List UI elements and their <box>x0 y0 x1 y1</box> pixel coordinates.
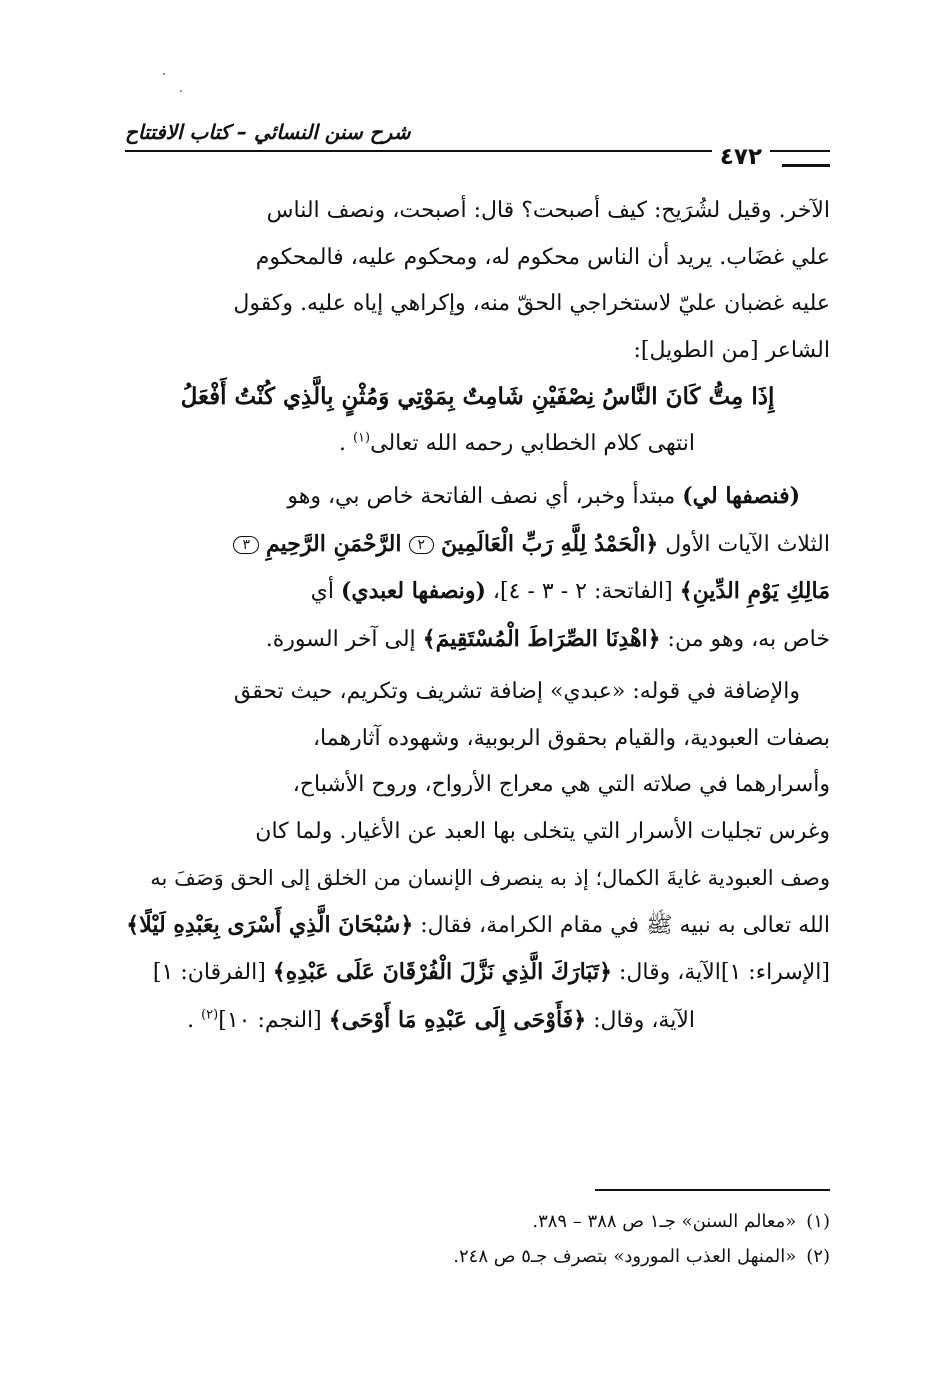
poem-verse: إِذَا مِتُّ كَانَ النَّاسُ نِصْفَيْنِ شَامِتٌ بِمَوْتِي وَمُثْنٍ بِالَّذِي كُنْتُ أَفْعَلُ <box>180 383 775 410</box>
main-text <box>125 188 830 1044</box>
text-line: والإضافة في قوله: «عبدي» إضافة تشريف وتكريم، حيث تحقق <box>233 679 800 704</box>
text-line <box>125 902 830 950</box>
text-line: الآخر. وقيل لشُرَيح: كيف أصبحت؟ قال: أصبحت، ونصف الناس <box>266 198 830 223</box>
footnote-item <box>125 1204 830 1239</box>
footnote-ref: (١) <box>352 430 371 446</box>
footnote-ref: (٢) <box>201 1007 219 1023</box>
text-line <box>125 949 830 997</box>
quran-quote: ﴿الْحَمْدُ لِلَّهِ رَبِّ الْعَالَمِينَ <box>441 530 659 557</box>
running-header <box>125 120 830 170</box>
footnote-text: «المنهل العذب المورود» بتصرف جـ٥ ص ٢٤٨. <box>453 1246 797 1267</box>
footnote-mark: (٢) <box>806 1246 830 1267</box>
quran-quote: الرَّحْمَنِ الرَّحِيمِ <box>265 530 402 557</box>
ayah-number-marker: ٢ <box>409 536 435 554</box>
text-span: [النجم: ١٠] <box>218 1007 329 1033</box>
text-line: وصف العبودية غايةَ الكمال؛ إذ به ينصرف الإنسان من الخلق إلى الحق وَصَفَ به <box>150 866 830 890</box>
page-number: ٤٧٢ <box>712 144 770 170</box>
text-span: الآية، وقال: <box>586 1007 695 1033</box>
page-number-dash <box>782 164 830 167</box>
text-line: بصفات العبودية، والقيام بحقوق الربوبية، وشهوده آثارهما، <box>312 725 830 751</box>
text-span: انتهى كلام الخطابي رحمه الله تعالى <box>370 430 695 456</box>
quran-quote: ﴿سُبْحَانَ الَّذِي أَسْرَى بِعَبْدِهِ لَيْلًا﴾ <box>126 911 414 938</box>
text-line <box>125 568 830 616</box>
footnote-mark: (١) <box>806 1211 830 1232</box>
text-line <box>125 521 830 569</box>
bold-phrase: (فنصفها لي) <box>682 483 800 509</box>
text-line <box>125 616 830 664</box>
text-line <box>125 997 830 1045</box>
footnote-text: «معالم السنن» جـ١ ص ٣٨٨ – ٣٨٩. <box>532 1211 797 1232</box>
text-span: . <box>338 430 353 456</box>
text-span: خاص به، وهو من: <box>660 626 830 652</box>
footnotes <box>125 1204 830 1274</box>
text-span: الثلاث الآيات الأول <box>658 531 830 557</box>
text-span: الله تعالى به نبيه ﷺ في مقام الكرامة، فقال: <box>413 912 830 938</box>
quran-quote: ﴿تَبَارَكَ الَّذِي نَزَّلَ الْفُرْقَانَ عَلَى عَبْدِهِ﴾ <box>272 959 612 985</box>
quran-quote: ﴿فَأَوْحَى إِلَى عَبْدِهِ مَا أَوْحَى﴾ <box>328 1006 587 1033</box>
quran-quote: ﴿اهْدِنَا الصِّرَاطَ الْمُسْتَقِيمَ﴾ <box>422 625 661 652</box>
text-span: [الفرقان: ١] <box>152 960 273 985</box>
text-line: وغرس تجليات الأسرار التي يتخلى بها العبد عن الأغيار. ولما كان <box>255 818 830 844</box>
text-line: الشاعر [من الطويل]: <box>633 337 830 363</box>
text-line: علي غضَاب. يريد أن الناس محكوم له، ومحكوم عليه، فالمحكوم <box>255 244 830 270</box>
text-line: عليه غضبان عليّ لاستخراجي الحقّ منه، وإكراهي إياه عليه. وكقول <box>233 291 830 316</box>
ayah-number-marker: ٣ <box>233 536 259 554</box>
quran-quote: مَالِكِ يَوْمِ الدِّينِ﴾ <box>679 578 830 604</box>
bold-phrase: (ونصفها لعبدي) <box>340 578 486 604</box>
text-span: أي <box>310 579 341 604</box>
text-span: مبتدأ وخبر، أي نصف الفاتحة خاص بي، وهو <box>287 484 683 509</box>
header-title: شرح سنن النسائي – كتاب الافتتاح <box>125 120 411 144</box>
text-span: . <box>187 1007 202 1033</box>
text-line <box>125 473 830 521</box>
scan-speck <box>180 90 182 92</box>
footnote-separator <box>595 1189 830 1191</box>
text-span: إلى آخر السورة. <box>265 626 423 652</box>
text-line <box>125 421 830 468</box>
scan-speck <box>163 73 165 75</box>
footnote-item <box>125 1239 830 1274</box>
text-line: وأسرارهما في صلاته التي هي معراج الأرواح، وروح الأشباح، <box>292 772 830 797</box>
text-span: [الفاتحة: ٢ - ٣ - ٤]، <box>485 579 680 604</box>
text-span: [الإسراء: ١]الآية، وقال: <box>611 960 830 985</box>
